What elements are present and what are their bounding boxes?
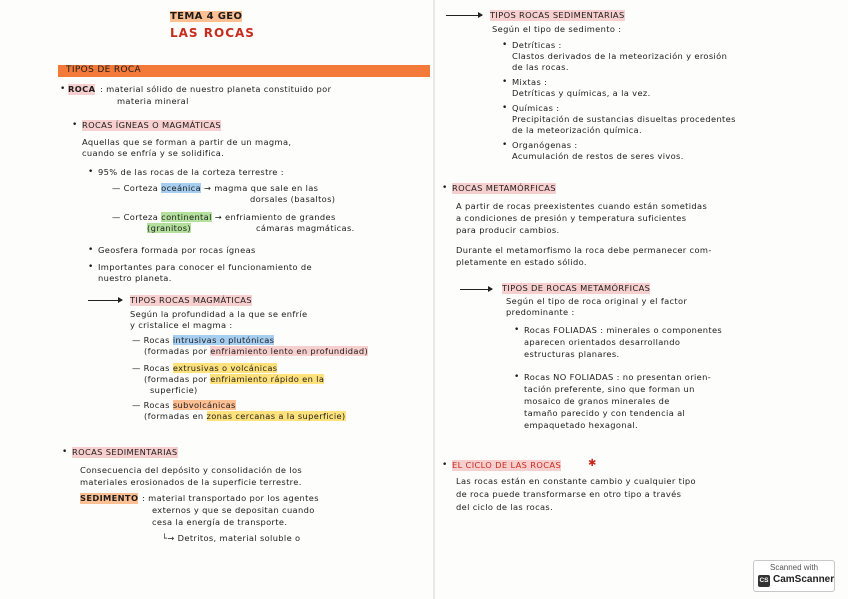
roca-term: ROCA xyxy=(68,84,96,94)
organogenas-text: Acumulación de restos de seres vivos. xyxy=(512,151,684,161)
no-foliadas-text: empaquetado hexagonal. xyxy=(524,420,639,430)
badge-caption: Scanned with xyxy=(769,563,819,572)
bullet: • xyxy=(60,84,66,94)
bullet: • xyxy=(514,372,520,382)
bullet: • xyxy=(514,325,520,335)
igneas-text: cuando se enfría y se solidifica. xyxy=(82,148,225,158)
intrusivas-desc: (formadas por enfriamiento lento en profundidad) xyxy=(144,346,369,356)
quimicas-heading: Químicas : xyxy=(512,103,560,113)
detriticas-text: de las rocas. xyxy=(512,62,569,72)
right-page xyxy=(436,0,848,599)
igneas-text: Aquellas que se forman a partir de un magma, xyxy=(82,137,292,147)
bullet: • xyxy=(502,140,508,150)
sedimentarias-text: materiales erosionados de la superficie terrestre. xyxy=(80,477,302,487)
corteza-continental: — Corteza continental → enfriamiento de grandes xyxy=(112,212,336,222)
bullet: • xyxy=(72,120,78,130)
percentage-text: 95% de las rocas de la corteza terrestre : xyxy=(98,167,284,177)
extrusivas-line: — Rocas extrusivas o volcánicas xyxy=(132,363,278,373)
sedimentarias-text: Consecuencia del depósito y consolidación de los xyxy=(80,465,303,475)
badge-brand: CamScanner xyxy=(773,574,835,585)
bullet: • xyxy=(442,460,448,470)
metamorficas-heading: ROCAS METAMÓRFICAS xyxy=(452,183,556,193)
profundidad-text: Según la profundidad a la que se enfríe xyxy=(130,309,308,319)
roca-definition: : material sólido de nuestro planeta constituido por xyxy=(100,84,332,94)
arrow-icon xyxy=(446,15,482,16)
mixtas-text: Detríticas y químicas, a la vez. xyxy=(512,88,651,98)
detritos-text: └→ Detritos, material soluble o xyxy=(162,533,301,543)
star-icon: ✱ xyxy=(588,458,597,469)
ciclo-text: Las rocas están en constante cambio y cualquier tipo xyxy=(456,476,696,486)
ciclo-text: del ciclo de las rocas. xyxy=(456,502,554,512)
metamorficas-text: para producir cambios. xyxy=(456,225,560,235)
bullet: • xyxy=(62,447,68,457)
arrow-icon xyxy=(88,300,122,301)
tipos-metamorficas-heading: TIPOS DE ROCAS METAMÓRFICAS xyxy=(502,283,651,293)
no-foliadas-text: tamaño parecido y con tendencia al xyxy=(524,408,686,418)
sedimento-definition: : material transportado por los agentes xyxy=(142,493,319,503)
segun-roca: Según el tipo de roca original y el factor xyxy=(506,296,688,306)
bullet: • xyxy=(88,245,94,255)
sedimentarias-heading: ROCAS SEDIMENTARIAS xyxy=(72,447,178,457)
corteza-oceanica: — Corteza oceánica → magma que sale en las xyxy=(112,183,319,193)
topic-heading: TEMA 4 GEO xyxy=(170,11,243,22)
metamorficas-text: Durante el metamorfismo la roca debe permanecer com- xyxy=(456,245,712,255)
bullet: • xyxy=(502,103,508,113)
ciclo-text: de roca puede transformarse en otro tipo a través xyxy=(456,489,682,499)
no-foliadas-text: mosaico de granos minerales de xyxy=(524,396,670,406)
segun-roca: predominante : xyxy=(506,307,575,317)
bullet: • xyxy=(88,262,94,272)
camscanner-badge xyxy=(753,560,835,592)
foliadas-text: estructuras planares. xyxy=(524,349,620,359)
arrow-icon xyxy=(460,289,492,290)
ciclo-heading: EL CICLO DE LAS ROCAS xyxy=(452,460,562,470)
sedimento-term: SEDIMENTO xyxy=(80,493,139,503)
detriticas-heading: Detríticas : xyxy=(512,40,562,50)
quimicas-text: Precipitación de sustancias disueltas procedentes xyxy=(512,114,736,124)
extrusivas-desc-cont: superficie) xyxy=(150,385,198,395)
roca-definition-cont: materia mineral xyxy=(117,96,189,106)
section-heading: TIPOS DE ROCA xyxy=(66,65,142,75)
intrusivas-line: — Rocas intrusivas o plutónicas xyxy=(132,335,275,345)
bullet: • xyxy=(502,77,508,87)
corteza-continental-cont: (granitos) cámaras magmáticas. xyxy=(147,223,355,233)
segun-sedimento: Según el tipo de sedimento : xyxy=(492,24,622,34)
igneas-heading: ROCAS ÍGNEAS O MAGMÁTICAS xyxy=(82,120,222,130)
page-divider xyxy=(433,0,435,599)
organogenas-heading: Organógenas : xyxy=(512,140,578,150)
sedimento-definition: externos y que se depositan cuando xyxy=(152,505,315,515)
no-foliadas-text: Rocas NO FOLIADAS : no presentan orien- xyxy=(524,372,712,382)
bullet: • xyxy=(442,183,448,193)
subvolcanicas-desc: (formadas en zonas cercanas a la superficie) xyxy=(144,411,346,421)
corteza-oceanica-cont: dorsales (basaltos) xyxy=(250,194,336,204)
tipos-sedimentarias-heading: TIPOS ROCAS SEDIMENTARIAS xyxy=(490,10,625,20)
foliadas-text: Rocas FOLIADAS : minerales o componentes xyxy=(524,325,723,335)
profundidad-text: y cristalice el magma : xyxy=(130,320,233,330)
metamorficas-text: A partir de rocas preexistentes cuando están sometidas xyxy=(456,201,708,211)
geosfera-text: Geosfera formada por rocas ígneas xyxy=(98,245,256,255)
bullet: • xyxy=(88,167,94,177)
quimicas-text: de la meteorización química. xyxy=(512,125,642,135)
subvolcanicas-line: — Rocas subvolcánicas xyxy=(132,400,236,410)
foliadas-text: aparecen orientados desarrollando xyxy=(524,337,681,347)
no-foliadas-text: tación preferente, sino que forman un xyxy=(524,384,695,394)
extrusivas-desc: (formadas por enfriamiento rápido en la xyxy=(144,374,325,384)
detriticas-text: Clastos derivados de la meteorización y erosión xyxy=(512,51,728,61)
bullet: • xyxy=(502,40,508,50)
metamorficas-text: pletamente en estado sólido. xyxy=(456,257,587,267)
camscanner-logo-icon: CS xyxy=(758,575,770,587)
importantes-text: Importantes para conocer el funcionamiento de xyxy=(98,262,312,272)
tipos-magmaticas-heading: TIPOS ROCAS MAGMÁTICAS xyxy=(130,295,252,305)
metamorficas-text: a condiciones de presión y temperatura suficientes xyxy=(456,213,687,223)
mixtas-heading: Mixtas : xyxy=(512,77,548,87)
page-title: LAS ROCAS xyxy=(170,26,255,40)
importantes-text: nuestro planeta. xyxy=(98,273,172,283)
sedimento-definition: cesa la energía de transporte. xyxy=(152,517,288,527)
